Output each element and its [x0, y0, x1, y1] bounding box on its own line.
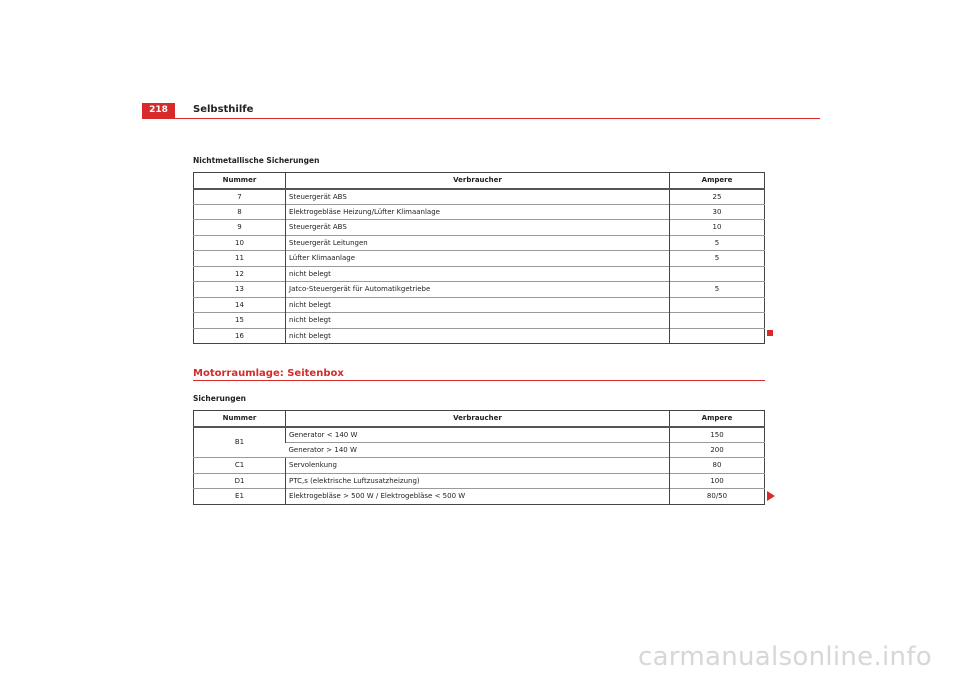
- fuse-ampere: 10: [670, 220, 765, 236]
- fuse-table-side-box: [193, 410, 765, 505]
- fuse-number: 15: [194, 313, 286, 329]
- continue-arrow-icon: [767, 491, 775, 501]
- fuse-number: 13: [194, 282, 286, 298]
- table-header-row: [194, 411, 765, 427]
- fuse-consumer: nicht belegt: [286, 313, 670, 329]
- fuse-consumer: Generator < 140 W: [286, 427, 670, 443]
- table-row: [194, 458, 765, 474]
- fuse-ampere: [670, 297, 765, 313]
- fuse-number: D1: [194, 473, 286, 489]
- table-row: [194, 473, 765, 489]
- watermark: carmanualsonline.info: [637, 642, 932, 672]
- page-number: 218: [142, 103, 175, 118]
- fuse-ampere: [670, 266, 765, 282]
- fuse-consumer: nicht belegt: [286, 266, 670, 282]
- table-row: [194, 189, 765, 205]
- fuse-number: 12: [194, 266, 286, 282]
- fuse-consumer: Servolenkung: [286, 458, 670, 474]
- fuse-ampere: 5: [670, 282, 765, 298]
- fuse-ampere: 150: [670, 427, 765, 443]
- fuse-number: 9: [194, 220, 286, 236]
- section-label-nonmetallic-fuses: Nichtmetallische Sicherungen: [193, 156, 320, 165]
- fuse-number: 16: [194, 328, 286, 344]
- fuse-table-nonmetallic: [193, 172, 765, 344]
- column-header-consumer: Verbraucher: [286, 411, 670, 427]
- section-heading-engine-side-box: Motorraumlage: Seitenbox: [193, 368, 344, 379]
- fuse-ampere: 25: [670, 189, 765, 205]
- column-header-ampere: Ampere: [670, 173, 765, 189]
- fuse-ampere: 80/50: [670, 489, 765, 505]
- fuse-consumer: Lüfter Klimaanlage: [286, 251, 670, 267]
- section-heading-divider: [193, 380, 765, 381]
- fuse-number: B1: [194, 427, 286, 458]
- fuse-ampere: 5: [670, 235, 765, 251]
- fuse-ampere: 30: [670, 204, 765, 220]
- fuse-number: C1: [194, 458, 286, 474]
- table-row: [194, 220, 765, 236]
- fuse-consumer: Generator > 140 W: [286, 442, 670, 458]
- fuse-ampere: 100: [670, 473, 765, 489]
- header-divider: [142, 118, 820, 119]
- fuse-number: E1: [194, 489, 286, 505]
- page-header-title: Selbsthilfe: [193, 104, 254, 115]
- fuse-consumer: nicht belegt: [286, 328, 670, 344]
- section-label-fuses: Sicherungen: [193, 394, 247, 403]
- fuse-number: 7: [194, 189, 286, 205]
- column-header-ampere: Ampere: [670, 411, 765, 427]
- fuse-consumer: PTC,s (elektrische Luftzusatzheizung): [286, 473, 670, 489]
- fuse-consumer: Jatco-Steuergerät für Automatikgetriebe: [286, 282, 670, 298]
- table-header-row: [194, 173, 765, 189]
- table-row: [194, 313, 765, 329]
- table-row: [194, 427, 765, 443]
- table-row: [194, 235, 765, 251]
- fuse-consumer: nicht belegt: [286, 297, 670, 313]
- table-row: [194, 266, 765, 282]
- fuse-ampere: [670, 313, 765, 329]
- fuse-ampere: 200: [670, 442, 765, 458]
- fuse-ampere: 80: [670, 458, 765, 474]
- fuse-consumer: Elektrogebläse > 500 W / Elektrogebläse < 500 W: [286, 489, 670, 505]
- fuse-ampere: [670, 328, 765, 344]
- fuse-consumer: Steuergerät ABS: [286, 189, 670, 205]
- table-row: [194, 204, 765, 220]
- fuse-number: 11: [194, 251, 286, 267]
- table-row: [194, 282, 765, 298]
- fuse-ampere: 5: [670, 251, 765, 267]
- column-header-number: Nummer: [194, 173, 286, 189]
- table-row: [194, 297, 765, 313]
- table-row: [194, 489, 765, 505]
- table-row: [194, 328, 765, 344]
- fuse-number: 10: [194, 235, 286, 251]
- table-row: [194, 251, 765, 267]
- column-header-consumer: Verbraucher: [286, 173, 670, 189]
- fuse-number: 8: [194, 204, 286, 220]
- fuse-consumer: Elektrogebläse Heizung/Lüfter Klimaanlage: [286, 204, 670, 220]
- fuse-consumer: Steuergerät ABS: [286, 220, 670, 236]
- column-header-number: Nummer: [194, 411, 286, 427]
- fuse-consumer: Steuergerät Leitungen: [286, 235, 670, 251]
- fuse-number: 14: [194, 297, 286, 313]
- section-end-marker: [767, 330, 773, 336]
